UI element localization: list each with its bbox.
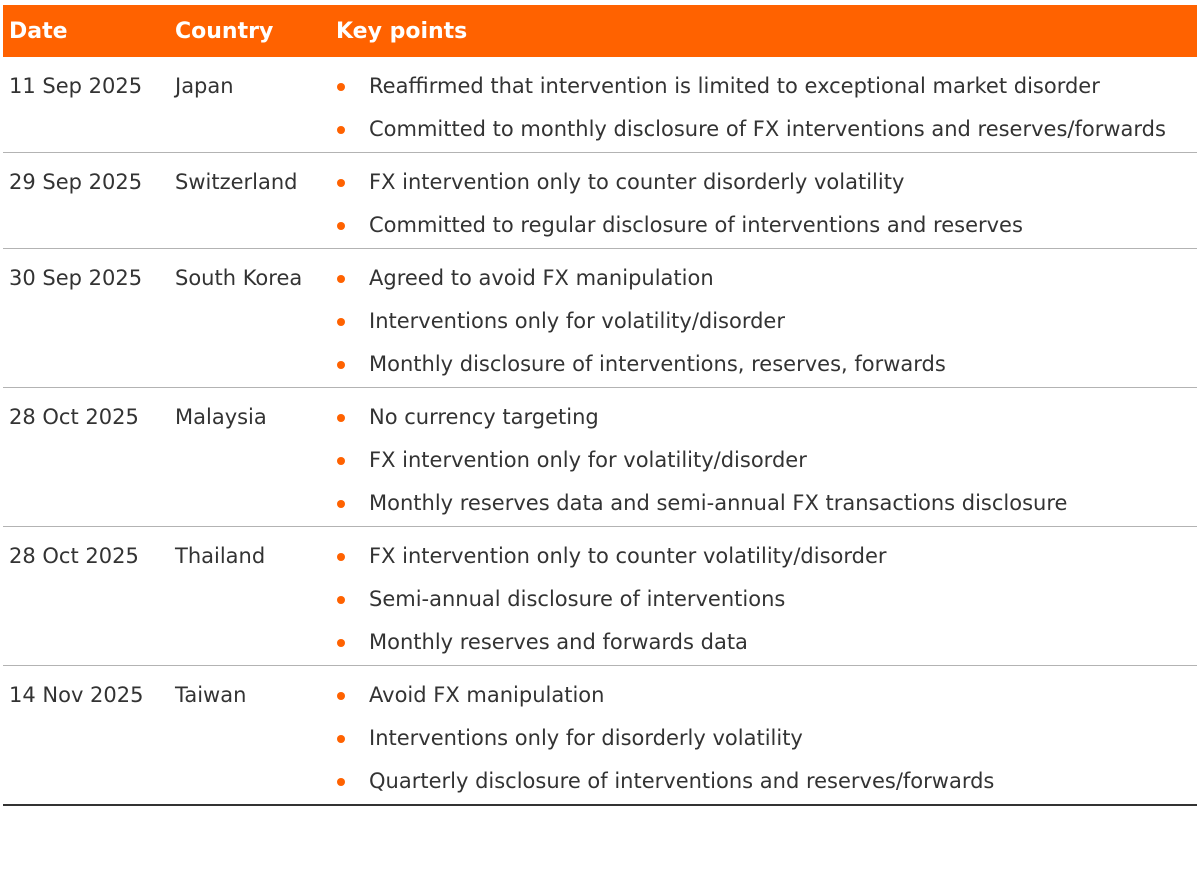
key-point-text: FX intervention only to counter volatility/disorder [369, 544, 887, 568]
row-date: 28 Oct 2025 [9, 405, 139, 429]
key-point-item [336, 401, 1197, 434]
key-point-text: Avoid FX manipulation [369, 683, 605, 707]
key-point-text: Reaffirmed that intervention is limited to exceptional market disorder [369, 74, 1100, 98]
key-point-item [336, 113, 1197, 146]
row-key-points [332, 262, 1197, 381]
table-row [3, 153, 1197, 249]
bullet-dot-icon [337, 414, 345, 422]
key-point-item [336, 540, 1197, 573]
key-point-text: Monthly reserves and forwards data [369, 630, 748, 654]
key-points-list [336, 262, 1197, 381]
bullet-dot-icon [337, 275, 345, 283]
header-country: Country [175, 18, 274, 44]
key-point-text: Semi-annual disclosure of interventions [369, 587, 786, 611]
key-point-text: Interventions only for disorderly volatility [369, 726, 803, 750]
key-point-text: Interventions only for volatility/disorder [369, 309, 785, 333]
row-country: Malaysia [175, 405, 267, 429]
key-point-item [336, 70, 1197, 103]
key-point-item [336, 305, 1197, 338]
key-point-text: FX intervention only to counter disorderly volatility [369, 170, 905, 194]
bullet-dot-icon [337, 553, 345, 561]
bullet-dot-icon [337, 457, 345, 465]
key-points-list [336, 70, 1197, 146]
key-point-item [336, 348, 1197, 381]
row-country: Switzerland [175, 170, 298, 194]
row-country: Taiwan [175, 683, 247, 707]
row-key-points [332, 166, 1197, 242]
bullet-dot-icon [337, 222, 345, 230]
key-points-list [336, 401, 1197, 520]
bullet-dot-icon [337, 126, 345, 134]
key-point-item [336, 209, 1197, 242]
key-point-text: Monthly reserves data and semi-annual FX transactions disclosure [369, 491, 1068, 515]
row-key-points [332, 70, 1197, 146]
key-point-item [336, 444, 1197, 477]
row-country: South Korea [175, 266, 303, 290]
table-row [3, 249, 1197, 388]
key-point-text: Quarterly disclosure of interventions and reserves/forwards [369, 769, 995, 793]
key-point-item [336, 765, 1197, 798]
bullet-dot-icon [337, 596, 345, 604]
key-point-item [336, 487, 1197, 520]
bullet-dot-icon [337, 500, 345, 508]
key-points-list [336, 166, 1197, 242]
key-point-text: Committed to regular disclosure of interventions and reserves [369, 213, 1023, 237]
bullet-dot-icon [337, 692, 345, 700]
bullet-dot-icon [337, 179, 345, 187]
row-key-points [332, 401, 1197, 520]
key-point-text: Committed to monthly disclosure of FX interventions and reserves/forwards [369, 117, 1166, 141]
table-header [3, 5, 1197, 57]
row-key-points [332, 540, 1197, 659]
key-points-list [336, 540, 1197, 659]
row-country: Thailand [175, 544, 266, 568]
fx-commitments-table [3, 5, 1197, 806]
row-key-points [332, 679, 1197, 798]
header-date: Date [9, 18, 68, 44]
key-points-list [336, 679, 1197, 798]
row-date: 29 Sep 2025 [9, 170, 143, 194]
row-date: 14 Nov 2025 [9, 683, 144, 707]
row-date: 28 Oct 2025 [9, 544, 139, 568]
row-date: 30 Sep 2025 [9, 266, 143, 290]
key-point-item [336, 679, 1197, 712]
key-point-text: Monthly disclosure of interventions, reserves, forwards [369, 352, 946, 376]
key-point-item [336, 583, 1197, 616]
key-point-item [336, 262, 1197, 295]
bullet-dot-icon [337, 361, 345, 369]
bullet-dot-icon [337, 318, 345, 326]
row-date: 11 Sep 2025 [9, 74, 143, 98]
bullet-dot-icon [337, 639, 345, 647]
key-point-item [336, 626, 1197, 659]
bullet-dot-icon [337, 83, 345, 91]
key-point-text: No currency targeting [369, 405, 599, 429]
table-body [3, 57, 1197, 806]
table-row [3, 527, 1197, 666]
bullet-dot-icon [337, 735, 345, 743]
table-row [3, 57, 1197, 153]
header-key-points: Key points [336, 18, 468, 44]
table-row [3, 666, 1197, 806]
row-country: Japan [175, 74, 234, 98]
bullet-dot-icon [337, 778, 345, 786]
key-point-item [336, 166, 1197, 199]
key-point-text: FX intervention only for volatility/disorder [369, 448, 807, 472]
key-point-text: Agreed to avoid FX manipulation [369, 266, 714, 290]
key-point-item [336, 722, 1197, 755]
table-row [3, 388, 1197, 527]
